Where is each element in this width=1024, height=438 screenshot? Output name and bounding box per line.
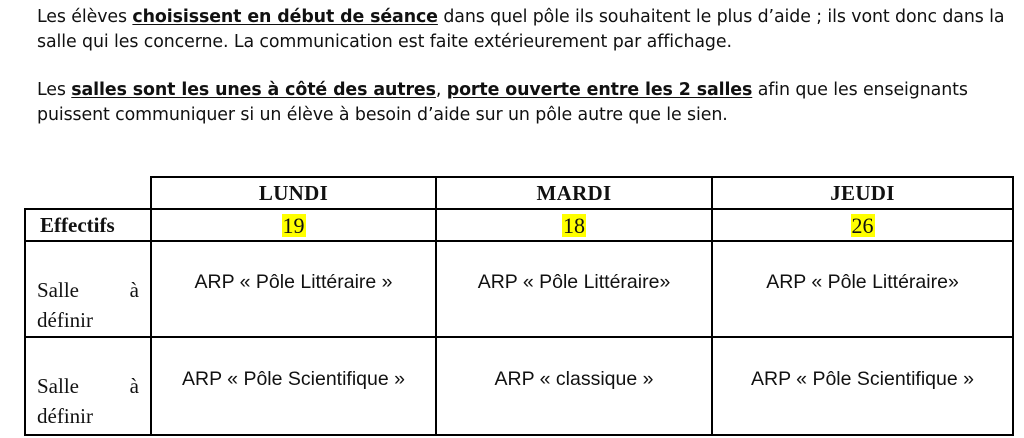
- table-border: [1012, 176, 1014, 436]
- count-value: 26: [851, 212, 874, 238]
- text-segment: afin que les enseignants puissent communiquer si un élève à besoin d’aide sur un pôle autre que le sien.: [37, 80, 968, 125]
- day-header-thursday: JEUDI: [830, 180, 895, 205]
- table-border: [24, 208, 26, 436]
- room-label-word: Salle: [37, 374, 79, 398]
- count-value: 19: [282, 212, 305, 238]
- text-segment: Les élèves: [37, 7, 133, 27]
- room-label-word: à: [129, 278, 139, 302]
- emphasis-text: salles sont les unes à côté des autres: [71, 80, 436, 100]
- room-label-word: à: [129, 374, 139, 398]
- count-value: 18: [563, 212, 585, 238]
- slot-tuesday-row2: ARP « classique »: [494, 367, 654, 390]
- slot-thursday-row1: ARP « Pôle Littéraire»: [766, 270, 959, 293]
- room-label-word: définir: [37, 308, 93, 332]
- slot-monday-row2: ARP « Pôle Scientifique »: [182, 367, 405, 390]
- effectif-monday: [152, 210, 435, 240]
- slot-tuesday-row1: ARP « Pôle Littéraire»: [477, 270, 671, 293]
- table-border: [24, 434, 1014, 436]
- emphasis-text: choisissent en début de séance: [132, 7, 438, 27]
- text-segment: dans quel pôle ils souhaitent le plus d’aide ; ils vont donc dans la salle qui les concerne. La communication est faite extérieurement par affichage.: [37, 7, 1005, 52]
- slot-monday-row1: ARP « Pôle Littéraire »: [194, 270, 393, 293]
- effectifs-label: Effectifs: [40, 212, 115, 237]
- effectif-thursday: [713, 210, 1012, 240]
- emphasis-text: porte ouverte entre les 2 salles: [446, 80, 753, 100]
- slot-thursday-row2: ARP « Pôle Scientifique »: [751, 367, 974, 390]
- day-header-tuesday: MARDI: [536, 180, 612, 205]
- text-segment: ,: [435, 80, 447, 100]
- room-label-word: Salle: [37, 278, 79, 302]
- effectif-tuesday: [437, 210, 711, 240]
- text-segment: Les: [37, 80, 72, 100]
- day-header-monday: LUNDI: [258, 180, 329, 205]
- room-label: [37, 371, 139, 431]
- room-label: [37, 275, 139, 335]
- room-label-word: définir: [37, 404, 93, 428]
